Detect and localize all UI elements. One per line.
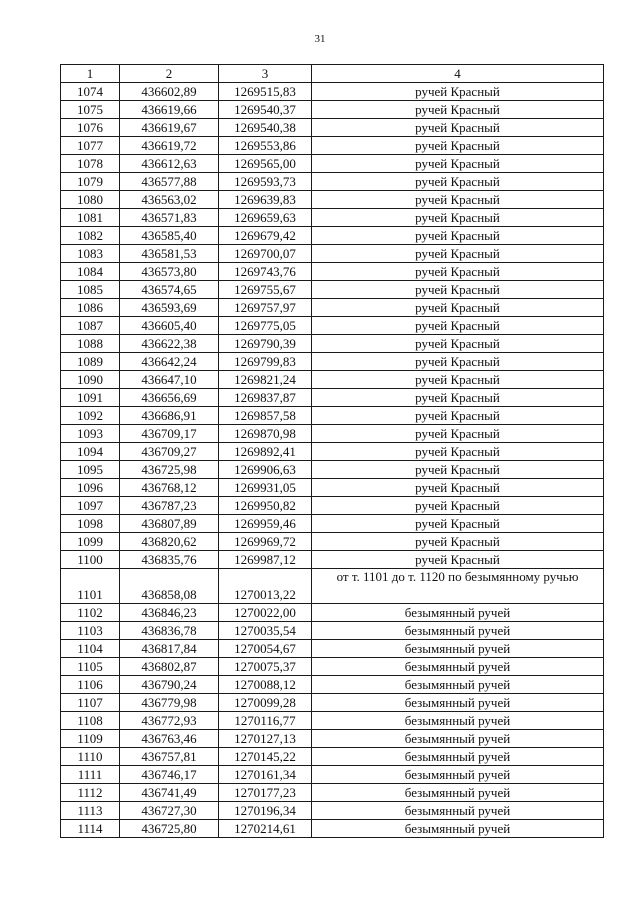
- x-coordinate-cell: 436725,98: [120, 461, 219, 479]
- description-cell: ручей Красный: [312, 155, 604, 173]
- x-coordinate-cell: 436585,40: [120, 227, 219, 245]
- table-row: [61, 281, 604, 299]
- point-number-cell: 1109: [61, 730, 120, 748]
- header-row: [61, 65, 604, 83]
- y-coordinate-cell: 1269553,86: [219, 137, 312, 155]
- y-coordinate-cell: 1270161,34: [219, 766, 312, 784]
- x-coordinate-cell: 436802,87: [120, 658, 219, 676]
- table-row: [61, 461, 604, 479]
- x-coordinate-cell: 436790,24: [120, 676, 219, 694]
- table-row: [61, 640, 604, 658]
- y-coordinate-cell: 1270196,34: [219, 802, 312, 820]
- y-coordinate-cell: 1269775,05: [219, 317, 312, 335]
- x-coordinate-cell: 436772,93: [120, 712, 219, 730]
- table-row: [61, 551, 604, 569]
- description-cell: ручей Красный: [312, 317, 604, 335]
- table-row: [61, 191, 604, 209]
- y-coordinate-cell: 1269950,82: [219, 497, 312, 515]
- table-header: [61, 65, 604, 83]
- point-number-cell: 1087: [61, 317, 120, 335]
- y-coordinate-cell: 1270127,13: [219, 730, 312, 748]
- y-coordinate-cell: 1269987,12: [219, 551, 312, 569]
- y-coordinate-cell: 1269870,98: [219, 425, 312, 443]
- description-cell: безымянный ручей: [312, 748, 604, 766]
- point-number-cell: 1098: [61, 515, 120, 533]
- x-coordinate-cell: 436709,17: [120, 425, 219, 443]
- table-row: [61, 569, 604, 604]
- point-number-cell: 1089: [61, 353, 120, 371]
- description-cell: ручей Красный: [312, 263, 604, 281]
- column-header: 3: [219, 65, 312, 83]
- point-number-cell: 1081: [61, 209, 120, 227]
- table-row: [61, 784, 604, 802]
- description-cell: ручей Красный: [312, 551, 604, 569]
- table-row: [61, 533, 604, 551]
- description-cell: ручей Красный: [312, 533, 604, 551]
- table-row: [61, 748, 604, 766]
- point-number-cell: 1113: [61, 802, 120, 820]
- description-cell: ручей Красный: [312, 371, 604, 389]
- x-coordinate-cell: 436622,38: [120, 335, 219, 353]
- point-number-cell: 1076: [61, 119, 120, 137]
- table-row: [61, 119, 604, 137]
- table-row: [61, 497, 604, 515]
- description-cell: ручей Красный: [312, 209, 604, 227]
- description-cell: безымянный ручей: [312, 712, 604, 730]
- table-row: [61, 299, 604, 317]
- y-coordinate-cell: 1269821,24: [219, 371, 312, 389]
- description-cell: безымянный ручей: [312, 730, 604, 748]
- x-coordinate-cell: 436836,78: [120, 622, 219, 640]
- table-row: [61, 407, 604, 425]
- coordinates-table: [60, 64, 604, 838]
- point-number-cell: 1101: [61, 569, 120, 604]
- table-row: [61, 227, 604, 245]
- description-cell: ручей Красный: [312, 389, 604, 407]
- table-row: [61, 137, 604, 155]
- x-coordinate-cell: 436619,66: [120, 101, 219, 119]
- table-row: [61, 245, 604, 263]
- description-cell: ручей Красный: [312, 137, 604, 155]
- table-row: [61, 622, 604, 640]
- point-number-cell: 1080: [61, 191, 120, 209]
- x-coordinate-cell: 436563,02: [120, 191, 219, 209]
- x-coordinate-cell: 436571,83: [120, 209, 219, 227]
- table-row: [61, 604, 604, 622]
- y-coordinate-cell: 1270054,67: [219, 640, 312, 658]
- description-cell: безымянный ручей: [312, 676, 604, 694]
- table-row: [61, 173, 604, 191]
- description-cell: ручей Красный: [312, 173, 604, 191]
- y-coordinate-cell: 1269755,67: [219, 281, 312, 299]
- table-row: [61, 425, 604, 443]
- y-coordinate-cell: 1269969,72: [219, 533, 312, 551]
- y-coordinate-cell: 1269679,42: [219, 227, 312, 245]
- description-cell: безымянный ручей: [312, 802, 604, 820]
- description-cell: безымянный ручей: [312, 622, 604, 640]
- y-coordinate-cell: 1269959,46: [219, 515, 312, 533]
- y-coordinate-cell: 1270075,37: [219, 658, 312, 676]
- x-coordinate-cell: 436858,08: [120, 569, 219, 604]
- point-number-cell: 1092: [61, 407, 120, 425]
- description-cell: ручей Красный: [312, 119, 604, 137]
- point-number-cell: 1075: [61, 101, 120, 119]
- x-coordinate-cell: 436581,53: [120, 245, 219, 263]
- x-coordinate-cell: 436709,27: [120, 443, 219, 461]
- point-number-cell: 1079: [61, 173, 120, 191]
- point-number-cell: 1103: [61, 622, 120, 640]
- x-coordinate-cell: 436642,24: [120, 353, 219, 371]
- column-header: 4: [312, 65, 604, 83]
- y-coordinate-cell: 1269790,39: [219, 335, 312, 353]
- x-coordinate-cell: 436602,89: [120, 83, 219, 101]
- table-row: [61, 802, 604, 820]
- description-cell: безымянный ручей: [312, 658, 604, 676]
- description-cell: ручей Красный: [312, 353, 604, 371]
- table-row: [61, 83, 604, 101]
- x-coordinate-cell: 436757,81: [120, 748, 219, 766]
- description-cell: от т. 1101 до т. 1120 по безымянному ручью: [312, 569, 604, 604]
- table-body: [61, 83, 604, 838]
- x-coordinate-cell: 436846,23: [120, 604, 219, 622]
- y-coordinate-cell: 1269892,41: [219, 443, 312, 461]
- description-cell: безымянный ручей: [312, 640, 604, 658]
- description-cell: ручей Красный: [312, 443, 604, 461]
- table-row: [61, 317, 604, 335]
- point-number-cell: 1114: [61, 820, 120, 838]
- y-coordinate-cell: 1270035,54: [219, 622, 312, 640]
- description-cell: ручей Красный: [312, 101, 604, 119]
- x-coordinate-cell: 436817,84: [120, 640, 219, 658]
- y-coordinate-cell: 1270013,22: [219, 569, 312, 604]
- y-coordinate-cell: 1269931,05: [219, 479, 312, 497]
- table-row: [61, 676, 604, 694]
- x-coordinate-cell: 436787,23: [120, 497, 219, 515]
- y-coordinate-cell: 1269837,87: [219, 389, 312, 407]
- point-number-cell: 1077: [61, 137, 120, 155]
- x-coordinate-cell: 436741,49: [120, 784, 219, 802]
- y-coordinate-cell: 1270116,77: [219, 712, 312, 730]
- point-number-cell: 1097: [61, 497, 120, 515]
- y-coordinate-cell: 1269593,73: [219, 173, 312, 191]
- x-coordinate-cell: 436727,30: [120, 802, 219, 820]
- point-number-cell: 1096: [61, 479, 120, 497]
- description-cell: безымянный ручей: [312, 766, 604, 784]
- y-coordinate-cell: 1269799,83: [219, 353, 312, 371]
- point-number-cell: 1090: [61, 371, 120, 389]
- y-coordinate-cell: 1269700,07: [219, 245, 312, 263]
- x-coordinate-cell: 436686,91: [120, 407, 219, 425]
- x-coordinate-cell: 436612,63: [120, 155, 219, 173]
- point-number-cell: 1110: [61, 748, 120, 766]
- y-coordinate-cell: 1269757,97: [219, 299, 312, 317]
- y-coordinate-cell: 1270177,23: [219, 784, 312, 802]
- table-row: [61, 515, 604, 533]
- point-number-cell: 1111: [61, 766, 120, 784]
- description-cell: безымянный ручей: [312, 784, 604, 802]
- description-cell: ручей Красный: [312, 407, 604, 425]
- table-row: [61, 730, 604, 748]
- point-number-cell: 1112: [61, 784, 120, 802]
- table-row: [61, 353, 604, 371]
- x-coordinate-cell: 436619,67: [120, 119, 219, 137]
- table-row: [61, 155, 604, 173]
- point-number-cell: 1091: [61, 389, 120, 407]
- y-coordinate-cell: 1269639,83: [219, 191, 312, 209]
- description-cell: ручей Красный: [312, 245, 604, 263]
- table-row: [61, 443, 604, 461]
- description-cell: ручей Красный: [312, 515, 604, 533]
- description-cell: безымянный ручей: [312, 604, 604, 622]
- description-cell: ручей Красный: [312, 461, 604, 479]
- point-number-cell: 1084: [61, 263, 120, 281]
- x-coordinate-cell: 436619,72: [120, 137, 219, 155]
- table-row: [61, 820, 604, 838]
- x-coordinate-cell: 436605,40: [120, 317, 219, 335]
- point-number-cell: 1074: [61, 83, 120, 101]
- y-coordinate-cell: 1269906,63: [219, 461, 312, 479]
- point-number-cell: 1095: [61, 461, 120, 479]
- x-coordinate-cell: 436779,98: [120, 694, 219, 712]
- description-cell: ручей Красный: [312, 191, 604, 209]
- point-number-cell: 1104: [61, 640, 120, 658]
- point-number-cell: 1108: [61, 712, 120, 730]
- y-coordinate-cell: 1269857,58: [219, 407, 312, 425]
- y-coordinate-cell: 1269659,63: [219, 209, 312, 227]
- x-coordinate-cell: 436574,65: [120, 281, 219, 299]
- x-coordinate-cell: 436763,46: [120, 730, 219, 748]
- point-number-cell: 1083: [61, 245, 120, 263]
- x-coordinate-cell: 436593,69: [120, 299, 219, 317]
- x-coordinate-cell: 436768,12: [120, 479, 219, 497]
- point-number-cell: 1107: [61, 694, 120, 712]
- table-row: [61, 766, 604, 784]
- y-coordinate-cell: 1270145,22: [219, 748, 312, 766]
- point-number-cell: 1082: [61, 227, 120, 245]
- y-coordinate-cell: 1270088,12: [219, 676, 312, 694]
- y-coordinate-cell: 1270099,28: [219, 694, 312, 712]
- table-row: [61, 209, 604, 227]
- point-number-cell: 1093: [61, 425, 120, 443]
- x-coordinate-cell: 436746,17: [120, 766, 219, 784]
- x-coordinate-cell: 436656,69: [120, 389, 219, 407]
- point-number-cell: 1086: [61, 299, 120, 317]
- point-number-cell: 1088: [61, 335, 120, 353]
- description-cell: ручей Красный: [312, 83, 604, 101]
- description-cell: безымянный ручей: [312, 694, 604, 712]
- table-row: [61, 101, 604, 119]
- point-number-cell: 1102: [61, 604, 120, 622]
- page-number: 31: [314, 33, 326, 45]
- point-number-cell: 1085: [61, 281, 120, 299]
- x-coordinate-cell: 436835,76: [120, 551, 219, 569]
- point-number-cell: 1105: [61, 658, 120, 676]
- table-row: [61, 694, 604, 712]
- point-number-cell: 1094: [61, 443, 120, 461]
- y-coordinate-cell: 1269515,83: [219, 83, 312, 101]
- table-row: [61, 335, 604, 353]
- x-coordinate-cell: 436577,88: [120, 173, 219, 191]
- column-header: 1: [61, 65, 120, 83]
- y-coordinate-cell: 1270022,00: [219, 604, 312, 622]
- column-header: 2: [120, 65, 219, 83]
- x-coordinate-cell: 436573,80: [120, 263, 219, 281]
- description-cell: ручей Красный: [312, 425, 604, 443]
- x-coordinate-cell: 436820,62: [120, 533, 219, 551]
- y-coordinate-cell: 1269743,76: [219, 263, 312, 281]
- table-row: [61, 712, 604, 730]
- point-number-cell: 1078: [61, 155, 120, 173]
- y-coordinate-cell: 1270214,61: [219, 820, 312, 838]
- table-row: [61, 658, 604, 676]
- x-coordinate-cell: 436725,80: [120, 820, 219, 838]
- description-cell: ручей Красный: [312, 497, 604, 515]
- y-coordinate-cell: 1269540,38: [219, 119, 312, 137]
- point-number-cell: 1100: [61, 551, 120, 569]
- y-coordinate-cell: 1269565,00: [219, 155, 312, 173]
- description-cell: ручей Красный: [312, 335, 604, 353]
- description-cell: ручей Красный: [312, 281, 604, 299]
- description-cell: ручей Красный: [312, 479, 604, 497]
- table-row: [61, 389, 604, 407]
- point-number-cell: 1099: [61, 533, 120, 551]
- description-cell: ручей Красный: [312, 299, 604, 317]
- description-cell: безымянный ручей: [312, 820, 604, 838]
- x-coordinate-cell: 436647,10: [120, 371, 219, 389]
- table-row: [61, 371, 604, 389]
- x-coordinate-cell: 436807,89: [120, 515, 219, 533]
- table-row: [61, 479, 604, 497]
- table-row: [61, 263, 604, 281]
- description-cell: ручей Красный: [312, 227, 604, 245]
- y-coordinate-cell: 1269540,37: [219, 101, 312, 119]
- point-number-cell: 1106: [61, 676, 120, 694]
